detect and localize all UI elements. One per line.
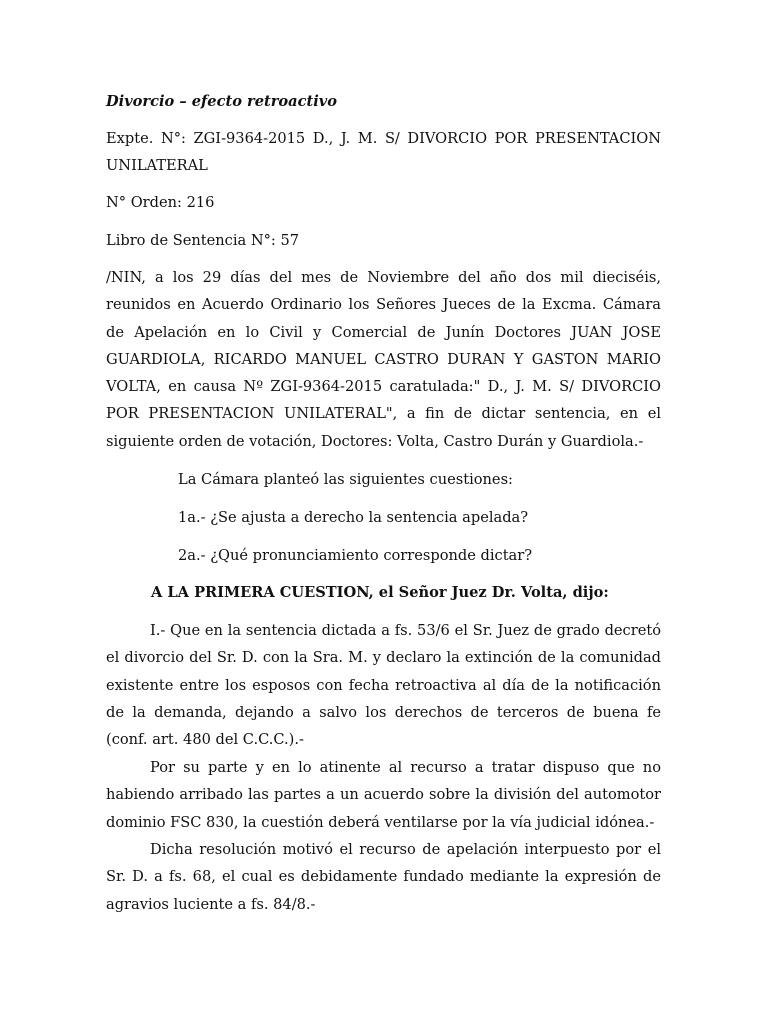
document-title: Divorcio – efecto retroactivo xyxy=(106,93,337,110)
paragraph-2: Por su parte y en lo atinente al recurso a tratar dispuso que no habiendo arribado las partes a un acuerdo sobre la división del automotor dominio FSC 830, la cuestión deberá ventilarse por la vía judicial idónea.- xyxy=(106,759,661,831)
intro-paragraph: /NIN, a los 29 días del mes de Noviembre del año dos mil dieciséis, reunidos en Acuerdo Ordinario los Señores Jueces de la Excma. Cámara de Apelación en lo Civil y Comercial de Junín Doctores JUAN JOSE GUARDIOLA, RICARDO MANUEL CASTRO DURAN Y GASTON MARIO VOLTA, en causa Nº ZGI-9364-2015 caratulada:" D., J. M. S/ DIVORCIO POR PRESENTACION UNILATERAL", a fin de dictar sentencia, en el siguiente orden de votación, Doctores: Volta, Castro Durán y Guardiola.- xyxy=(106,269,661,450)
heading-primera-cuestion: A LA PRIMERA CUESTION, el Señor Juez Dr. Volta, dijo: xyxy=(151,584,609,601)
paragraph-1: I.- Que en la sentencia dictada a fs. 53/6 el Sr. Juez de grado decretó el divorcio del Sr. D. con la Sra. M. y declaro la extinción de la comunidad existente entre los esposos con fecha retroactiva al día de la notificación de la demanda, dejando a salvo los derechos de terceros de buena fe (conf. art. 480 del C.C.C.).- xyxy=(106,622,661,749)
cuestiones-intro: La Cámara planteó las siguientes cuestiones: xyxy=(178,471,513,488)
cuestion-2: 2a.- ¿Qué pronunciamiento corresponde dictar? xyxy=(178,547,533,564)
orden-number: N° Orden: 216 xyxy=(106,194,215,211)
paragraph-3: Dicha resolución motivó el recurso de apelación interpuesto por el Sr. D. a fs. 68, el cual es debidamente fundado mediante la expresión de agravios luciente a fs. 84/8.- xyxy=(106,841,661,913)
libro-sentencia: Libro de Sentencia N°: 57 xyxy=(106,232,300,249)
cuestion-1: 1a.- ¿Se ajusta a derecho la sentencia apelada? xyxy=(178,509,529,526)
expediente-line: Expte. N°: ZGI-9364-2015 D., J. M. S/ DIVORCIO POR PRESENTACION UNILATERAL xyxy=(106,130,661,175)
